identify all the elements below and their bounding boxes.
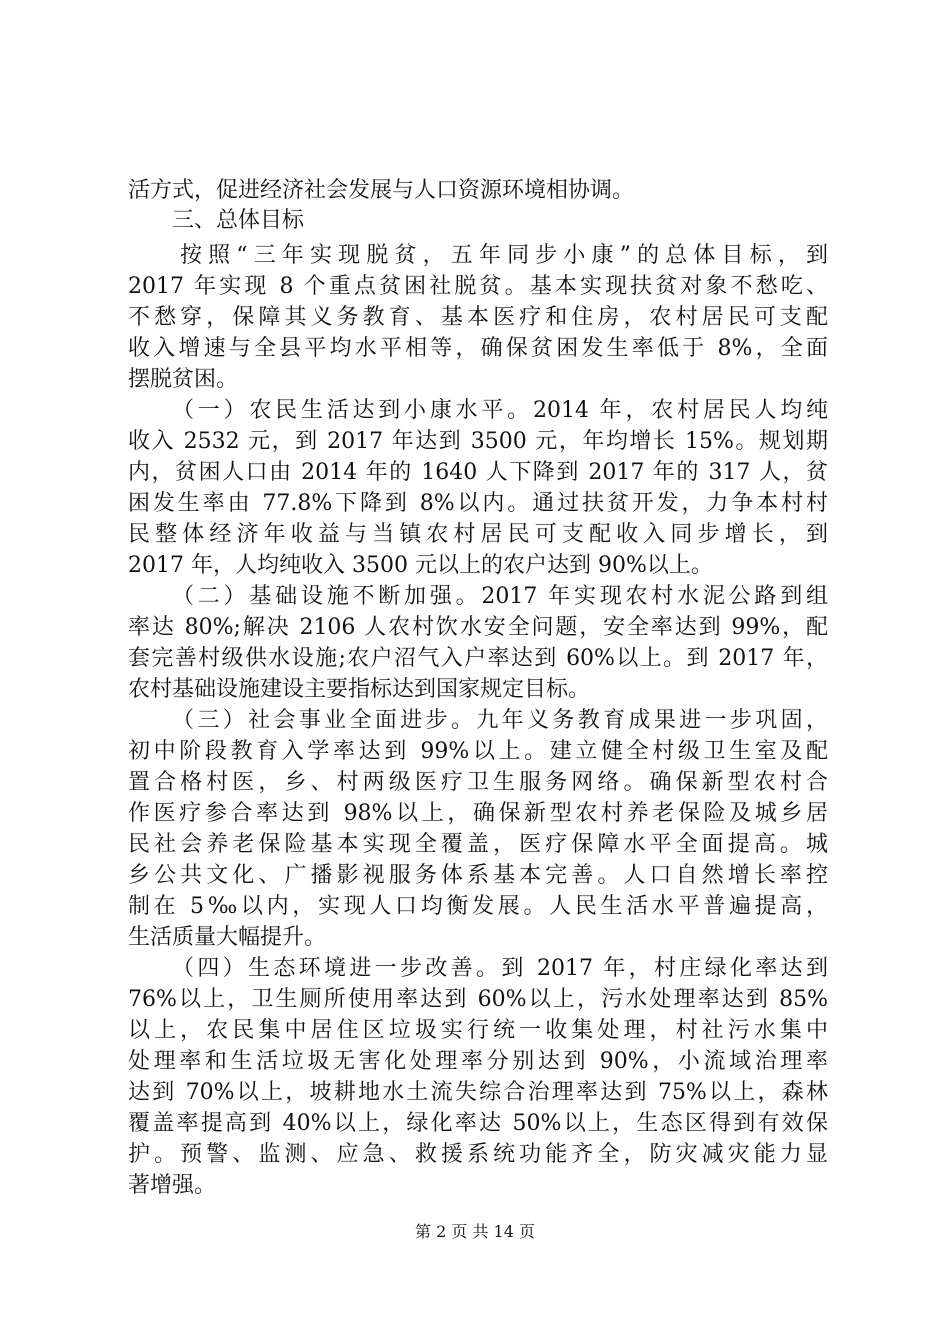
text-line: 达到 70%以上，坡耕地水土流失综合治理率达到 75%以上，森林	[128, 1080, 828, 1105]
text-line: （三）社会事业全面进步。九年义务教育成果进一步巩固，	[172, 708, 828, 733]
text-line: 覆盖率提高到 40%以上，绿化率达 50%以上，生态区得到有效保	[128, 1111, 828, 1136]
text-line: 率达 80%;解决 2106 人农村饮水安全问题，安全率达到 99%，配	[128, 615, 828, 640]
text-line: 不愁穿，保障其义务教育、基本医疗和住房，农村居民可支配	[128, 305, 828, 330]
text-line: 2017 年，人均纯收入 3500 元以上的农户达到 90%以上。	[128, 553, 713, 578]
text-line: 民整体经济年收益与当镇农村居民可支配收入同步增长，到	[128, 522, 828, 547]
text-line: 以上，农民集中居住区垃圾实行统一收集处理，村社污水集中	[128, 1018, 828, 1043]
text-line: 摆脱贫困。	[128, 367, 239, 392]
text-line: 收入增速与全县平均水平相等，确保贫困发生率低于 8%，全面	[128, 336, 828, 361]
text-line: 活方式，促进经济社会发展与人口资源环境相协调。	[128, 178, 635, 203]
text-line: 民社会养老保险基本实现全覆盖，医疗保障水平全面提高。城	[128, 832, 828, 857]
text-line: 内，贫困人口由 2014 年的 1640 人下降到 2017 年的 317 人，贫	[128, 460, 828, 485]
text-line: 著增强。	[128, 1173, 217, 1198]
text-line: 2017 年实现 8 个重点贫困社脱贫。基本实现扶贫对象不愁吃、	[128, 274, 828, 299]
text-line: 困发生率由 77.8%下降到 8%以内。通过扶贫开发，力争本村村	[128, 491, 828, 516]
text-line: 76%以上，卫生厕所使用率达到 60%以上，污水处理率达到 85%	[128, 987, 828, 1012]
text-line: （一）农民生活达到小康水平。2014 年，农村居民人均纯	[172, 398, 828, 423]
text-line: 置合格村医，乡、村两级医疗卫生服务网络。确保新型农村合	[128, 770, 828, 795]
text-line: 处理率和生活垃圾无害化处理率分别达到 90%，小流域治理率	[128, 1049, 828, 1074]
text-line: 护。预警、监测、应急、救援系统功能齐全，防灾减灾能力显	[128, 1142, 828, 1167]
text-line: （四）生态环境进一步改善。到 2017 年，村庄绿化率达到	[172, 956, 828, 981]
text-line: 农村基础设施建设主要指标达到国家规定目标。	[128, 677, 591, 702]
section-heading: 三、总体目标	[172, 208, 305, 233]
text-line: 套完善村级供水设施;农户沼气入户率达到 60%以上。到 2017 年，	[128, 646, 828, 671]
text-line: 收入 2532 元，到 2017 年达到 3500 元，年均增长 15%。规划期	[128, 429, 828, 454]
text-line: （二）基础设施不断加强。2017 年实现农村水泥公路到组	[172, 584, 828, 609]
text-line: 乡公共文化、广播影视服务体系基本完善。人口自然增长率控	[128, 863, 828, 888]
text-line: 初中阶段教育入学率达到 99%以上。建立健全村级卫生室及配	[128, 739, 828, 764]
text-line: 制在 5‰以内，实现人口均衡发展。人民生活水平普遍提高，	[128, 894, 828, 919]
page-footer: 第 2 页 共 14 页	[415, 1222, 535, 1241]
text-line: 生活质量大幅提升。	[128, 925, 327, 950]
text-line: 作医疗参合率达到 98%以上，确保新型农村养老保险及城乡居	[128, 801, 828, 826]
text-line: 按照“三年实现脱贫，五年同步小康”的总体目标，到	[180, 243, 828, 268]
